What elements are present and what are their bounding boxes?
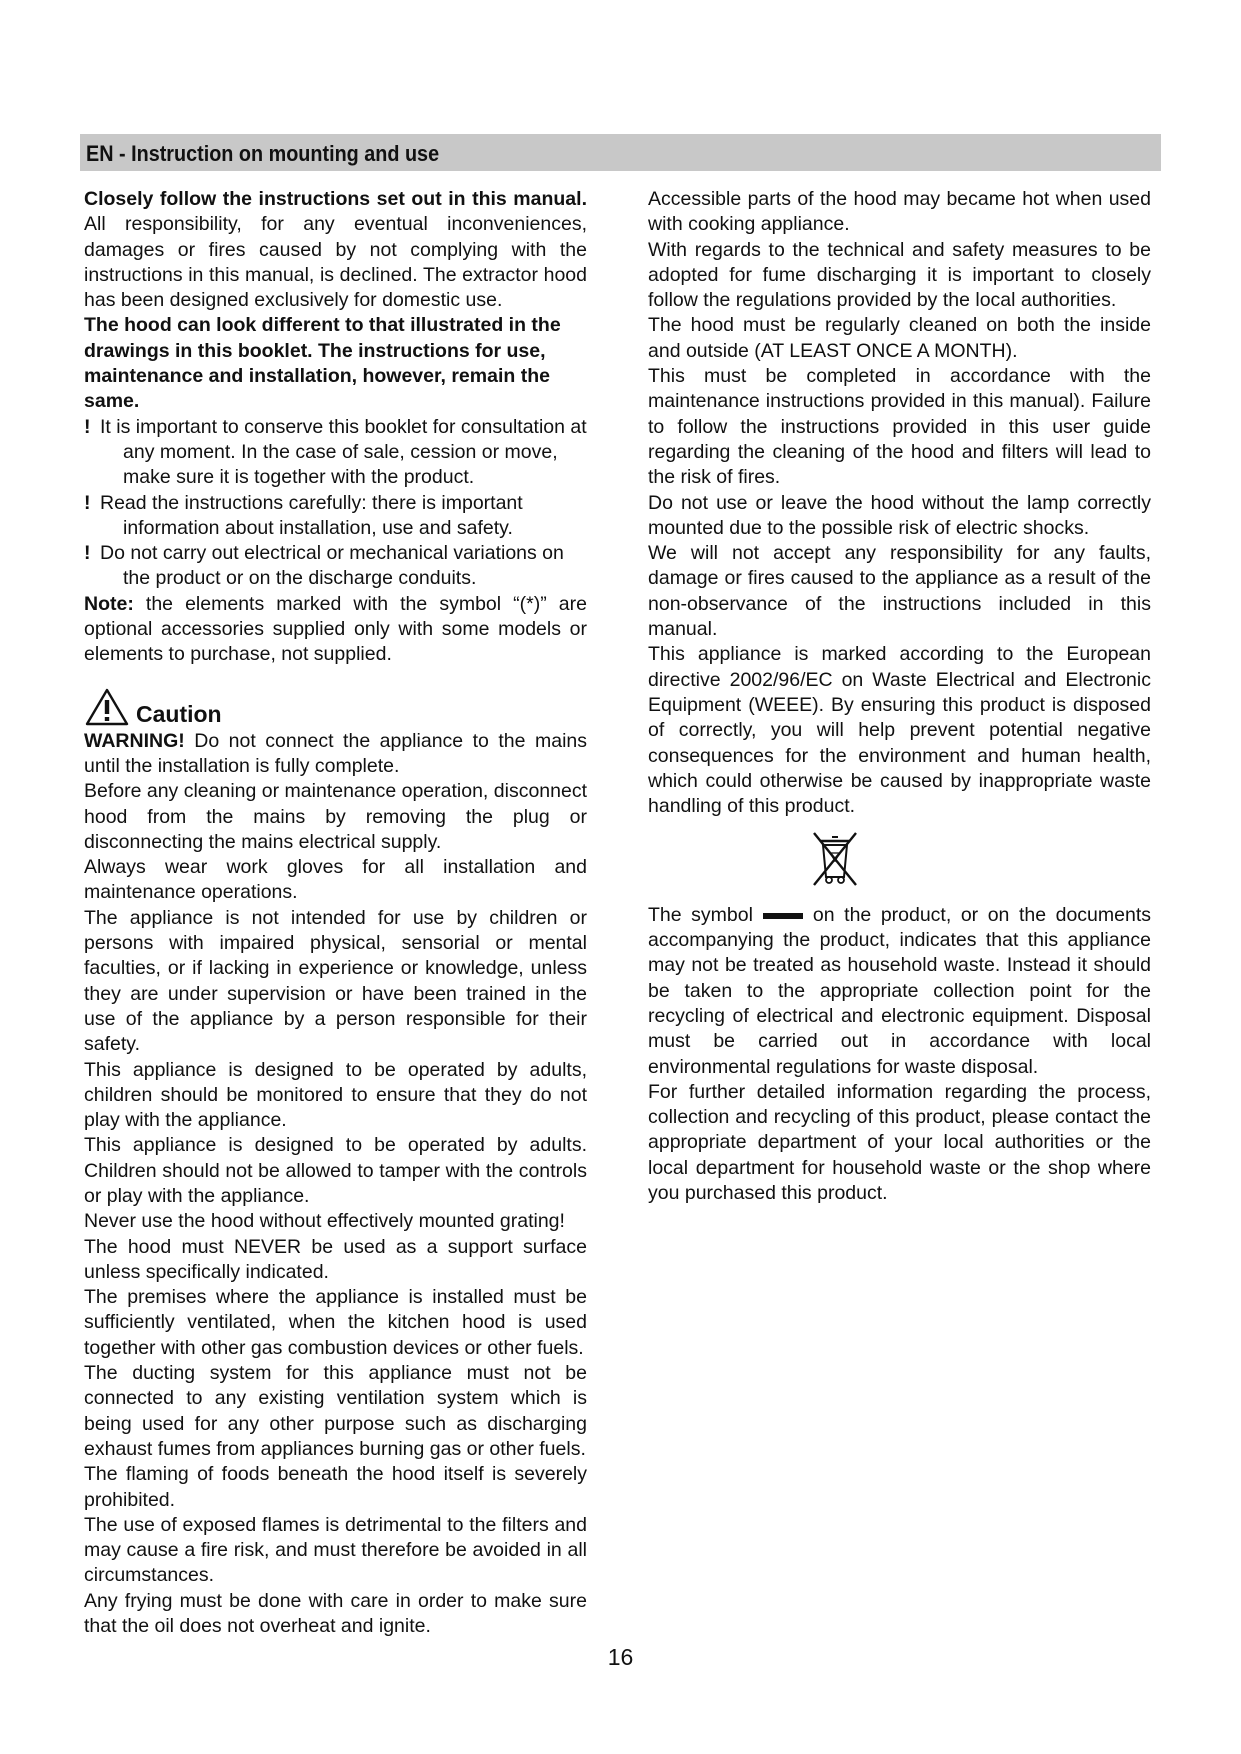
warning-text: Do not connect the appliance to the mains until the installation is fully complete. [84, 729, 587, 777]
exclamation-mark: ! [84, 491, 91, 514]
safety-paragraph: Never use the hood without effectively mounted grating! [84, 1210, 565, 1233]
safety-paragraph: This appliance is designed to be operated by adults. Children should not be allowed to tamper with the controls or play with the appliance. [84, 1134, 587, 1207]
bullet-item [84, 415, 587, 491]
caution-heading [84, 683, 587, 727]
black-bar-symbol-icon [763, 913, 803, 919]
symbol-text-after: on the product, or on the documents accompanying the product, indicates that this appliance may not be treated as household waste. Instead it should be taken to the appropriate collection point for the recycling of electrical and electronic equipment. Disposal must be carried out in accordance with local environmental regulations for waste disposal. [648, 903, 1151, 1078]
exclamation-mark: ! [84, 415, 91, 438]
safety-paragraph: The flaming of foods beneath the hood itself is severely prohibited. [84, 1463, 587, 1511]
note-label: Note: [84, 592, 134, 615]
bullet-text: Do not carry out electrical or mechanical variations on the product or on the discharge conduits. [100, 542, 564, 590]
warning-paragraph [84, 729, 587, 780]
note-text: the elements marked with the symbol “(*)” are optional accessories supplied only with some models or elements to purchase, not supplied. [84, 592, 587, 666]
safety-paragraph: This must be completed in accordance with the maintenance instructions provided in this manual). Failure to follow the instructions provided in this user guide regarding the cleaning of the hood and filters will lead to the risk of fires. [648, 365, 1151, 489]
caution-title: Caution [136, 700, 222, 727]
safety-paragraph: We will not accept any responsibility for any faults, damage or fires caused to the appliance as a result of the non-observance of the instructions included in this manual. [648, 542, 1151, 641]
symbol-text-before: The symbol [648, 903, 753, 926]
section-title: EN - Instruction on mounting and use [86, 141, 440, 166]
safety-paragraph: The hood must NEVER be used as a support surface unless specifically indicated. [84, 1235, 587, 1283]
right-column [648, 187, 1151, 1206]
safety-paragraph: Accessible parts of the hood may became hot when used with cooking appliance. [648, 188, 1151, 236]
note-paragraph [84, 592, 587, 668]
bullet-item [84, 491, 587, 542]
weee-paragraph: This appliance is marked according to the European directive 2002/96/EC on Waste Electrical and Electronic Equipment (WEEE). By ensuring this product is disposed of correctly, you will help prevent potential negative consequences for the environment and human health, which could otherwise be caused by inappropriate waste handling of this product. [648, 643, 1151, 818]
exclamation-mark: ! [84, 542, 91, 565]
safety-paragraph: With regards to the technical and safety measures to be adopted for fume discharging it is important to closely follow the regulations provided by the local authorities. [648, 238, 1151, 312]
crossed-out-wheelie-bin-icon [808, 831, 862, 896]
intro-paragraph [84, 187, 587, 313]
safety-paragraph: The premises where the appliance is installed must be sufficiently ventilated, when the kitchen hood is used together with other gas combustion devices or other fuels. [84, 1286, 587, 1359]
left-column [84, 187, 587, 1639]
safety-paragraph: The ducting system for this appliance must not be connected to any existing ventilation system which is being used for any other purpose such as discharging exhaust fumes from appliances burning gas or other fuels. [84, 1362, 587, 1460]
safety-paragraph: Before any cleaning or maintenance operation, disconnect hood from the mains by removing the plug or disconnecting the mains electrical supply. [84, 780, 587, 853]
safety-paragraph: The use of exposed flames is detrimental to the filters and may cause a fire risk, and must therefore be avoided in all circumstances. [84, 1513, 587, 1587]
weee-symbol [648, 831, 1151, 896]
safety-paragraph: This appliance is designed to be operated by adults, children should be monitored to ensure that they do not play with the appliance. [84, 1058, 587, 1132]
safety-paragraph: Do not use or leave the hood without the lamp correctly mounted due to the possible risk of electric shocks. [648, 491, 1151, 539]
intro-text: All responsibility, for any eventual inconveniences, damages or fires caused by not complying with the instructions in this manual, is declined. The extractor hood has been designed exclusively for domestic use. [84, 213, 587, 312]
bullet-text: Read the instructions carefully: there is important information about installation, use and safety. [100, 491, 523, 539]
intro-bold: Closely follow the instructions set out in this manual. [84, 188, 587, 210]
appearance-notice: The hood can look different to that illustrated in the drawings in this booklet. The instructions for use, maintenance and installation, however, remain the same. [84, 314, 561, 413]
safety-paragraph: The hood must be regularly cleaned on both the inside and outside (AT LEAST ONCE A MONTH). [648, 314, 1151, 362]
safety-paragraph: The appliance is not intended for use by children or persons with impaired physical, sensorial or mental faculties, or if lacking in experience or knowledge, unless they are under supervision or have been trained in the use of the appliance by a person responsible for their safety. [84, 906, 587, 1056]
final-paragraph: For further detailed information regarding the process, collection and recycling of this product, please contact the appropriate department of your local authorities or the local department for household waste or the shop where you purchased this product. [648, 1080, 1151, 1204]
bullet-text: It is important to conserve this booklet for consultation at any moment. In the case of sale, cession or move, make sure it is together with the product. [100, 415, 587, 489]
section-header-bar [80, 134, 1161, 171]
warning-triangle-icon [84, 687, 130, 727]
page-number: 16 [607, 1644, 634, 1670]
warning-label: WARNING! [84, 729, 185, 752]
safety-paragraph: Any frying must be done with care in order to make sure that the oil does not overheat and ignite. [84, 1589, 587, 1638]
symbol-paragraph [648, 903, 1151, 1080]
bullet-item [84, 541, 587, 592]
safety-paragraph: Always wear work gloves for all installation and maintenance operations. [84, 856, 587, 904]
